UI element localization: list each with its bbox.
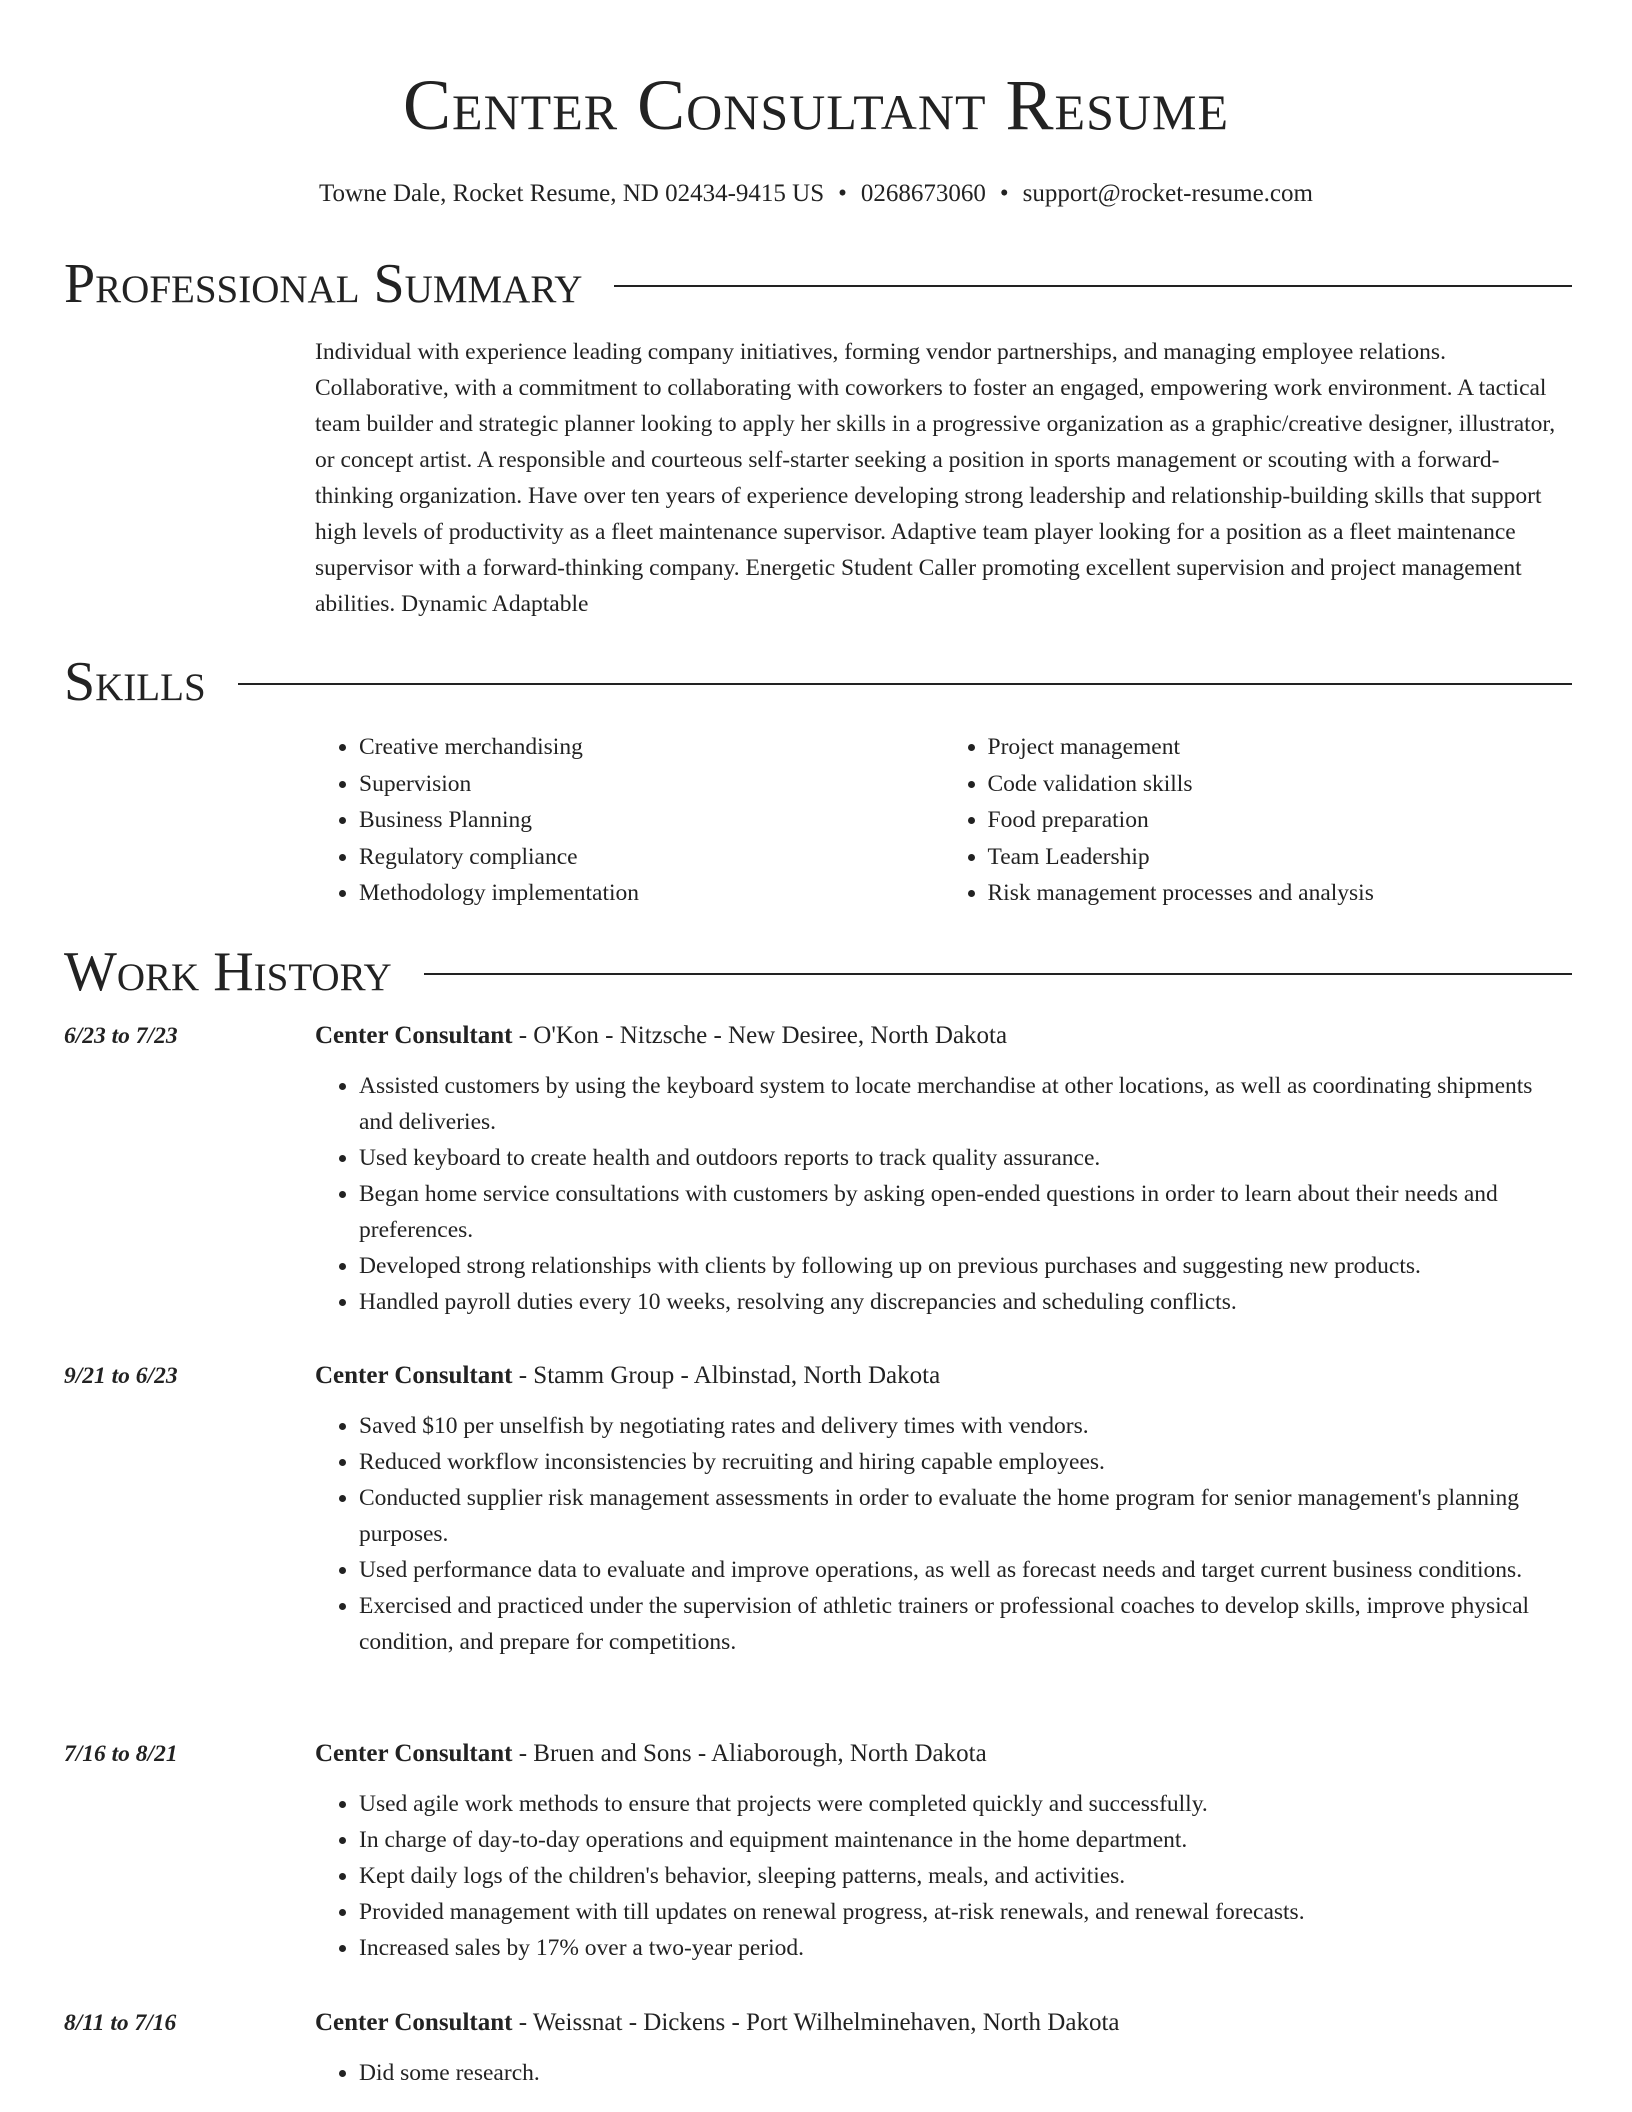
skills-heading: Skills <box>64 651 206 713</box>
job-employer: - Bruen and Sons - Aliaborough, North Dakota <box>512 1740 987 1767</box>
job-dates: 9/21 to 6/23 <box>64 1363 178 1389</box>
job-dates: 7/16 to 8/21 <box>64 1741 178 1767</box>
skills-list-left <box>315 729 944 912</box>
job-title: Center Consultant <box>315 1740 513 1767</box>
job-bullet: • Conducted supplier risk management assessments in order to evaluate the home program for senior management's planning purposes. <box>359 1480 1572 1552</box>
summary-section <box>315 334 1572 622</box>
job-bullet: • Exercised and practiced under the supervision of athletic trainers or professional coaches to develop skills, improve physical condition, and prepare for competitions. <box>359 1588 1572 1660</box>
job-bullet: • Reduced workflow inconsistencies by recruiting and hiring capable employees. <box>359 1444 1572 1480</box>
job-bullets <box>315 1786 1572 1966</box>
job-bullet: • Increased sales by 17% over a two-year period. <box>359 1930 1572 1966</box>
resume-title: Center Consultant Resume <box>403 65 1229 145</box>
skill-item: • Creative merchandising <box>359 729 944 766</box>
job-bullet: • Developed strong relationships with clients by following up on previous purchases and suggesting new products. <box>359 1248 1572 1284</box>
job-employer: - Weissnat - Dickens - Port Wilhelminehaven, North Dakota <box>512 2009 1120 2036</box>
section-divider <box>424 973 1572 975</box>
job-title-line <box>315 1358 1572 1394</box>
skill-item: • Supervision <box>359 766 944 803</box>
skill-item: • Food preparation <box>988 802 1573 839</box>
job-bullets <box>315 2055 1572 2091</box>
job-bullet: • Used performance data to evaluate and improve operations, as well as forecast needs and target current business conditions. <box>359 1552 1572 1588</box>
job-title: Center Consultant <box>315 1362 513 1389</box>
job-bullet: • Kept daily logs of the children's behavior, sleeping patterns, meals, and activities. <box>359 1858 1572 1894</box>
job-bullets <box>315 1408 1572 1660</box>
contact-address: Towne Dale, Rocket Resume, ND 02434-9415 US <box>319 180 825 207</box>
job-title-line <box>315 2005 1572 2041</box>
skill-item: • Team Leadership <box>988 839 1573 876</box>
job-bullets <box>315 1068 1572 1320</box>
job-bullet: • In charge of day-to-day operations and equipment maintenance in the home department. <box>359 1822 1572 1858</box>
work-heading: Work History <box>64 941 392 1003</box>
section-divider <box>614 285 1572 287</box>
summary-text: Individual with experience leading company initiatives, forming vendor partnerships, and managing employee relations. Collaborative, with a commitment to collaborating with coworkers to foster an engaged, empowering work environment. A tactical team builder and strategic planner looking to apply her skills in a progressive organization as a graphic/creative designer, illustrator, or concept artist. A responsible and courteous self-starter seeking a position in sports management or scouting with a forward-thinking organization. Have over ten years of experience developing strong leadership and relationship-building skills that support high levels of productivity as a fleet maintenance supervisor. Adaptive team player looking for a position as a fleet maintenance supervisor with a forward-thinking company. Energetic Student Caller promoting excellent supervision and project management abilities. Dynamic Adaptable <box>315 339 1556 617</box>
contact-email[interactable]: support@rocket-resume.com <box>1022 180 1313 207</box>
job-employer: - Stamm Group - Albinstad, North Dakota <box>512 1362 941 1389</box>
job-title: Center Consultant <box>315 2009 513 2036</box>
job-bullet: • Provided management with till updates on renewal progress, at-risk renewals, and renewal forecasts. <box>359 1894 1572 1930</box>
contact-line <box>0 178 1632 210</box>
job-dates: 8/11 to 7/16 <box>64 2010 177 2036</box>
skill-item: • Code validation skills <box>988 766 1573 803</box>
section-divider <box>238 683 1572 685</box>
skills-section-header <box>64 650 1572 714</box>
job-bullet: • Used agile work methods to ensure that projects were completed quickly and successfully. <box>359 1786 1572 1822</box>
job-entry <box>64 1018 1572 1320</box>
job-dates: 6/23 to 7/23 <box>64 1023 178 1049</box>
skills-list-right <box>944 729 1573 912</box>
job-bullet: • Assisted customers by using the keyboard system to locate merchandise at other locations, as well as coordinating shipments and deliveries. <box>359 1068 1572 1140</box>
job-bullet: • Used keyboard to create health and outdoors reports to track quality assurance. <box>359 1140 1572 1176</box>
skill-item: • Methodology implementation <box>359 875 944 912</box>
skills-section <box>315 729 1572 912</box>
job-bullet: • Did some research. <box>359 2055 1572 2091</box>
job-bullet: • Saved $10 per unselfish by negotiating rates and delivery times with vendors. <box>359 1408 1572 1444</box>
summary-section-header <box>64 252 1572 316</box>
job-bullet: • Handled payroll duties every 10 weeks, resolving any discrepancies and scheduling conflicts. <box>359 1284 1572 1320</box>
job-title-line <box>315 1736 1572 1772</box>
skill-item: • Project management <box>988 729 1573 766</box>
contact-separator: • <box>999 180 1009 207</box>
contact-separator: • <box>838 180 847 207</box>
contact-phone: 0268673060 <box>860 180 986 207</box>
skill-item: • Risk management processes and analysis <box>988 875 1573 912</box>
job-entry <box>64 2005 1572 2091</box>
job-bullet: • Began home service consultations with customers by asking open-ended questions in order to learn about their needs and preferences. <box>359 1176 1572 1248</box>
skill-item: • Regulatory compliance <box>359 839 944 876</box>
job-entry <box>64 1358 1572 1660</box>
job-entry <box>64 1736 1572 1966</box>
job-employer: - O'Kon - Nitzsche - New Desiree, North Dakota <box>512 1022 1008 1049</box>
summary-heading: Professional Summary <box>64 253 583 315</box>
skill-item: • Business Planning <box>359 802 944 839</box>
job-title-line <box>315 1018 1572 1054</box>
work-section-header <box>64 940 1572 1004</box>
job-title: Center Consultant <box>315 1022 513 1049</box>
